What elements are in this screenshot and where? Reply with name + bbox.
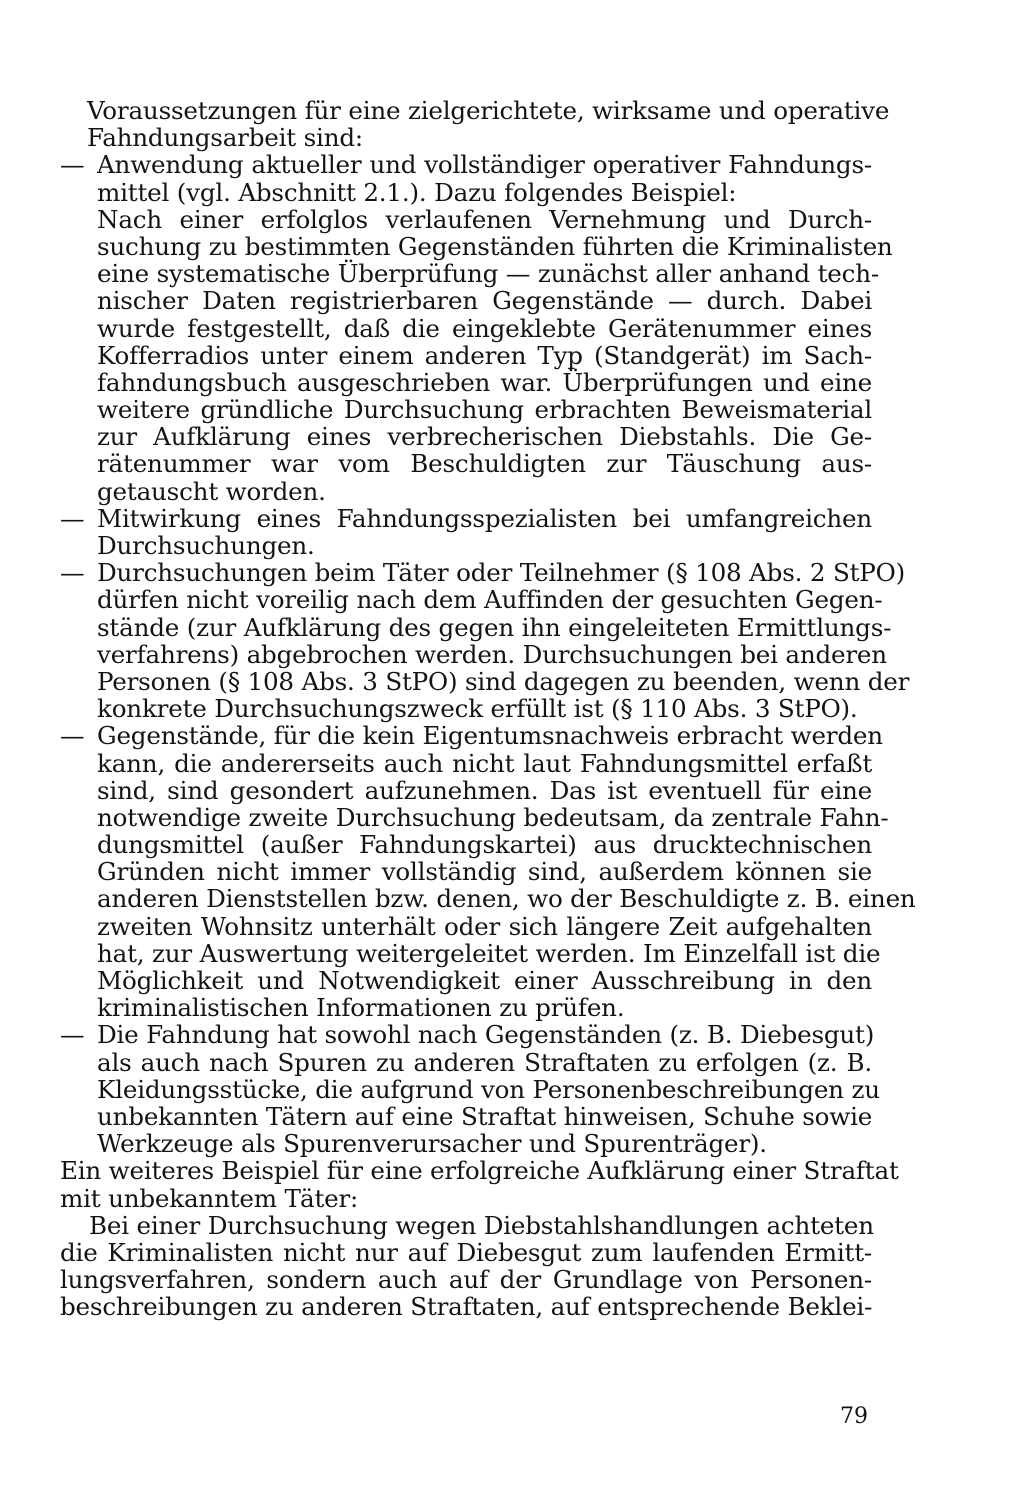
text-line: lungsverfahren, sondern auch auf der Grundlage von Personen- — [60, 1265, 872, 1295]
text-line: sind, sind gesondert aufzunehmen. Das ist eventuell für eine — [97, 775, 872, 805]
page-body — [60, 96, 916, 1322]
example-paragraph — [60, 1156, 899, 1213]
text-line: dungsmittel (außer Fahndungskartei) aus drucktechnischen — [97, 830, 872, 860]
text-line: eine systematische Überprüfung — zunächst aller anhand tech- — [97, 259, 879, 289]
list-item-objects — [60, 721, 916, 1023]
text-line: Voraussetzungen für eine zielgerichtete, wirksame und operative — [87, 96, 890, 125]
text-line: Kofferradios unter einem anderen Typ (Standgerät) im Sach- — [97, 340, 872, 370]
example-body-paragraph — [60, 1212, 872, 1321]
text-line: wurde festgestellt, daß die eingeklebte Gerätenummer eines — [97, 313, 872, 343]
list-dash: — — [60, 503, 85, 533]
list-dash: — — [60, 721, 85, 751]
list-item-current-means — [60, 150, 893, 506]
text-line: verfahrens) abgebrochen werden. Durchsuchungen bei anderen — [97, 639, 887, 669]
list-item-searches — [60, 558, 910, 724]
page-number: 79 — [840, 1404, 868, 1429]
text-line: Möglichkeit und Notwendigkeit einer Ausschreibung in den — [97, 966, 872, 995]
text-line: notwendige zweite Durchsuchung bedeutsam, da zentrale Fahn- — [97, 802, 889, 832]
list-dash: — — [60, 1020, 85, 1050]
text-line: suchung zu bestimmten Gegenständen führten die Kriminalisten — [97, 231, 893, 261]
list-dash: — — [60, 150, 85, 180]
list-item-search-scope — [60, 1020, 880, 1159]
text-line: Gegenstände, für die kein Eigentumsnachweis erbracht werden — [97, 721, 883, 751]
text-line: Anwendung aktueller und vollständiger operativer Fahndungs- — [97, 150, 872, 180]
text-line: kann, die andererseits auch nicht laut Fahndungsmittel erfaßt — [97, 748, 872, 778]
text-line: Ein weiteres Beispiel für eine erfolgreiche Aufklärung einer Straftat — [60, 1156, 899, 1186]
text-line: Gründen nicht immer vollständig sind, außerdem können sie — [97, 857, 872, 887]
text-line: hat, zur Auswertung weitergeleitet werden. Im Einzelfall ist die — [97, 938, 881, 968]
text-line: Werkzeuge als Spurenverursacher und Spurenträger). — [97, 1129, 767, 1159]
text-line: mittel (vgl. Abschnitt 2.1.). Dazu folgendes Beispiel: — [97, 177, 737, 207]
list-dash: — — [60, 558, 85, 588]
text-line: dürfen nicht voreilig nach dem Auffinden der gesuchten Gegen- — [97, 585, 883, 615]
text-line: Bei einer Durchsuchung wegen Diebstahlshandlungen achteten — [89, 1210, 874, 1240]
text-line: Kleidungsstücke, die aufgrund von Personenbeschreibungen zu — [97, 1074, 880, 1104]
text-line: als auch nach Spuren zu anderen Straftaten zu erfolgen (z. B. — [97, 1047, 872, 1077]
text-line: nischer Daten registrierbaren Gegenstände — durch. Dabei — [97, 286, 872, 316]
text-line: stände (zur Aufklärung des gegen ihn eingeleiteten Ermittlungs- — [97, 612, 892, 642]
intro-paragraph — [60, 96, 890, 153]
list-item-specialist — [60, 505, 872, 559]
text-line: Mitwirkung eines Fahndungsspezialisten bei umfangreichen — [97, 503, 872, 533]
text-line: die Kriminalisten nicht nur auf Diebesgut zum laufenden Ermitt- — [60, 1237, 872, 1267]
text-line: zweiten Wohnsitz unterhält oder sich längere Zeit aufgehalten — [97, 911, 872, 941]
text-line: Nach einer erfolglos verlaufenen Vernehmung und Durch- — [97, 204, 872, 234]
text-line: konkrete Durchsuchungszweck erfüllt ist (§ 110 Abs. 3 StPO). — [97, 694, 858, 724]
text-line: Die Fahndung hat sowohl nach Gegenständen (z. B. Diebesgut) — [97, 1020, 875, 1050]
text-line: Durchsuchungen. — [97, 531, 315, 560]
text-line: weitere gründliche Durchsuchung erbrachten Beweismaterial — [97, 395, 872, 425]
text-line: zur Aufklärung eines verbrecherischen Diebstahls. Die Ge- — [97, 422, 872, 452]
text-line: Personen (§ 108 Abs. 3 StPO) sind dagegen zu beenden, wenn der — [97, 666, 910, 696]
text-line: anderen Dienststellen bzw. denen, wo der Beschuldigte z. B. einen — [97, 884, 916, 914]
text-line: kriminalistischen Informationen zu prüfen. — [97, 993, 625, 1023]
text-line: Durchsuchungen beim Täter oder Teilnehmer (§ 108 Abs. 2 StPO) — [97, 558, 905, 588]
text-line: mit unbekanntem Täter: — [60, 1183, 359, 1213]
text-line: Fahndungsarbeit sind: — [87, 123, 363, 153]
text-line: unbekannten Tätern auf eine Straftat hinweisen, Schuhe sowie — [97, 1101, 873, 1131]
text-line: rätenummer war vom Beschuldigten zur Täuschung aus- — [97, 449, 872, 479]
text-line: beschreibungen zu anderen Straftaten, auf entsprechende Beklei- — [60, 1292, 873, 1322]
text-line: getauscht worden. — [97, 476, 326, 506]
text-line: fahndungsbuch ausgeschrieben war. Überprüfungen und eine — [97, 367, 872, 397]
